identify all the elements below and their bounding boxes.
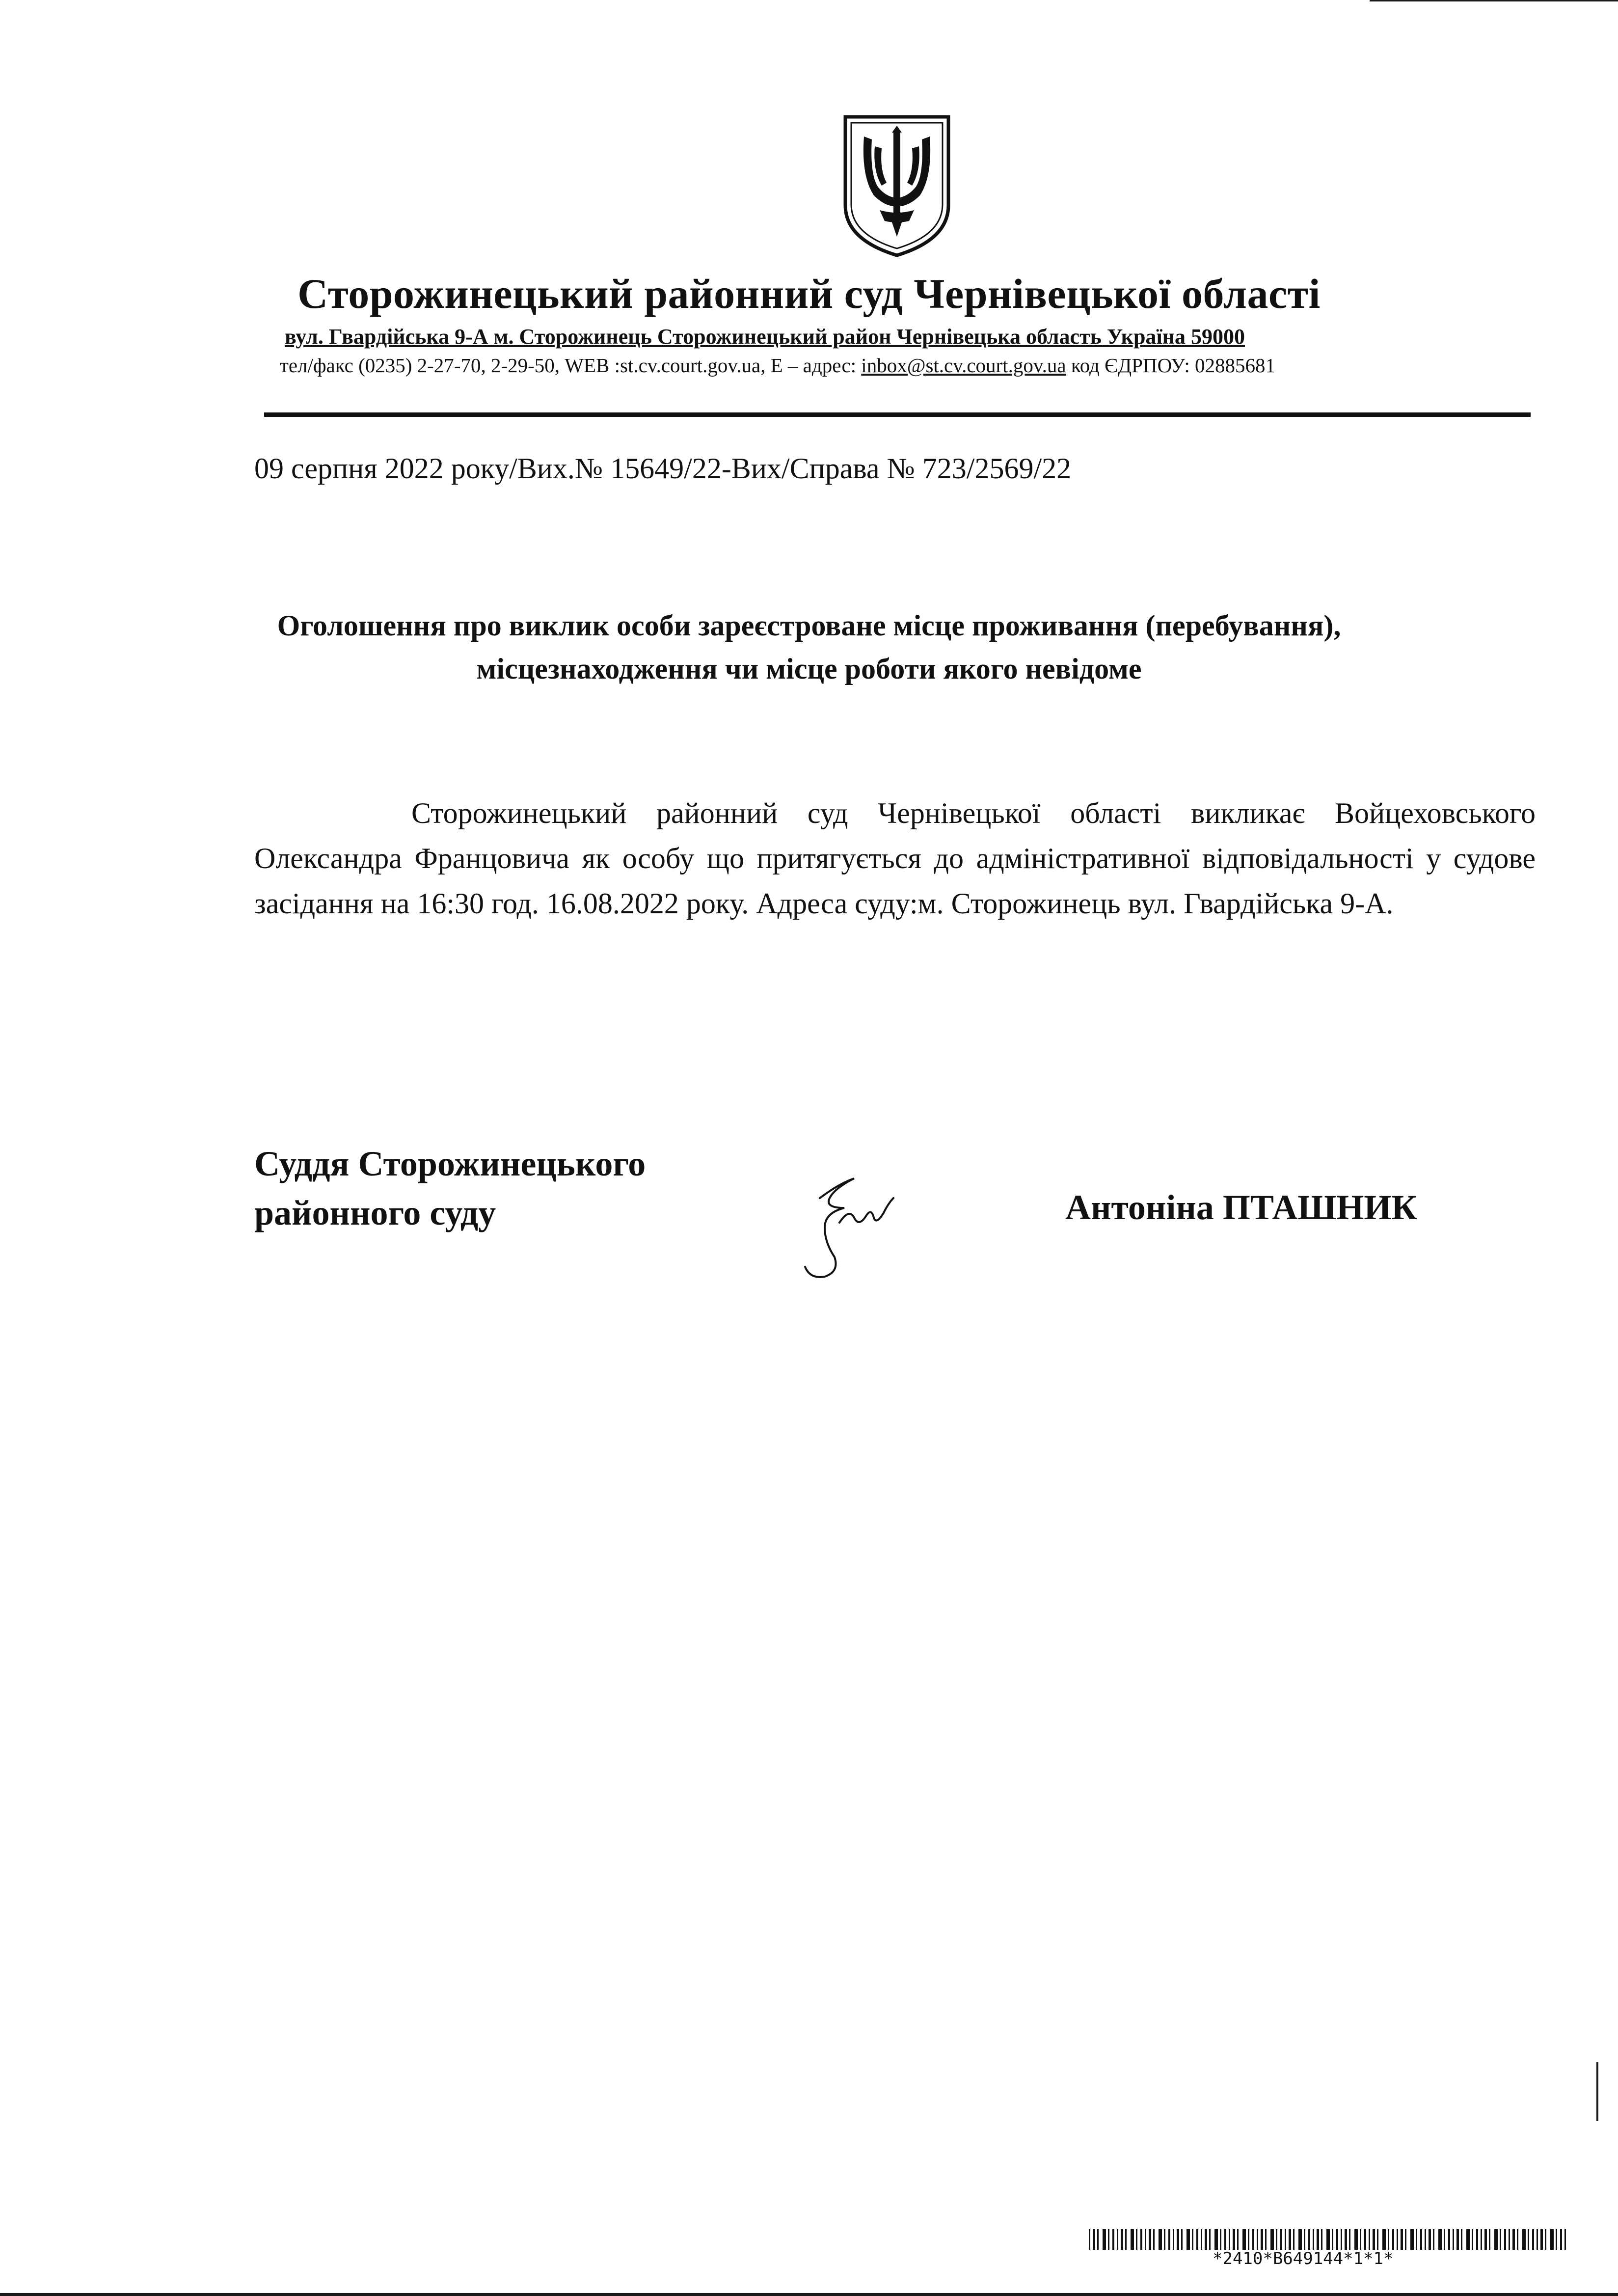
notice-title-line-1: Оголошення про виклик особи зареєстроване місце проживання (перебування), <box>277 609 1341 642</box>
judge-title-line-2: районного суду <box>254 1193 496 1232</box>
judge-name: Антоніна ПТАШНИК <box>1065 1188 1417 1227</box>
reference-line: 09 серпня 2022 року/Вих.№ 15649/22-Вих/Справа № 723/2569/22 <box>254 452 1072 485</box>
judge-title-line-1: Суддя Сторожинецького <box>254 1144 646 1183</box>
barcode-icon <box>1089 2229 1570 2250</box>
contacts-prefix: тел/факс (0235) 2-27-70, 2-29-50, WEB :st.cv.court.gov.ua, E – адрес: <box>280 354 862 377</box>
contacts-suffix: код ЄДРПОУ: 02885681 <box>1066 354 1275 377</box>
court-address: вул. Гвардійська 9-А м. Сторожинець Сторожинецький район Чернівецька область Україна 59000 <box>285 325 1245 349</box>
coat-of-arms-icon <box>840 112 953 259</box>
scan-edge-bottom <box>0 2293 1618 2296</box>
header-divider <box>264 412 1531 417</box>
judge-title <box>254 1139 745 1237</box>
handwritten-signature <box>785 1169 913 1282</box>
notice-title <box>0 604 1618 690</box>
scan-edge-right <box>1596 2062 1598 2121</box>
court-contacts <box>280 354 1517 377</box>
court-title: Сторожинецький районний суд Чернівецької області <box>297 270 1321 317</box>
notice-body: Сторожинецький районний суд Чернівецької області викликає Войцеховського Олександра Францовича як особу що притягується до адміністративної відповідальності у судове засідання на 16:30 год. 16.08.2022 року. Адреса суду:м. Сторожинець вул. Гвардійська 9-А. <box>254 797 1536 920</box>
barcode-text: *2410*B649144*1*1* <box>1213 2249 1394 2269</box>
email-link[interactable]: inbox@st.cv.court.gov.ua <box>861 354 1066 377</box>
scan-edge-top <box>1370 0 1618 1</box>
notice-title-line-2: місцезнаходження чи місце роботи якого невідоме <box>476 653 1142 685</box>
